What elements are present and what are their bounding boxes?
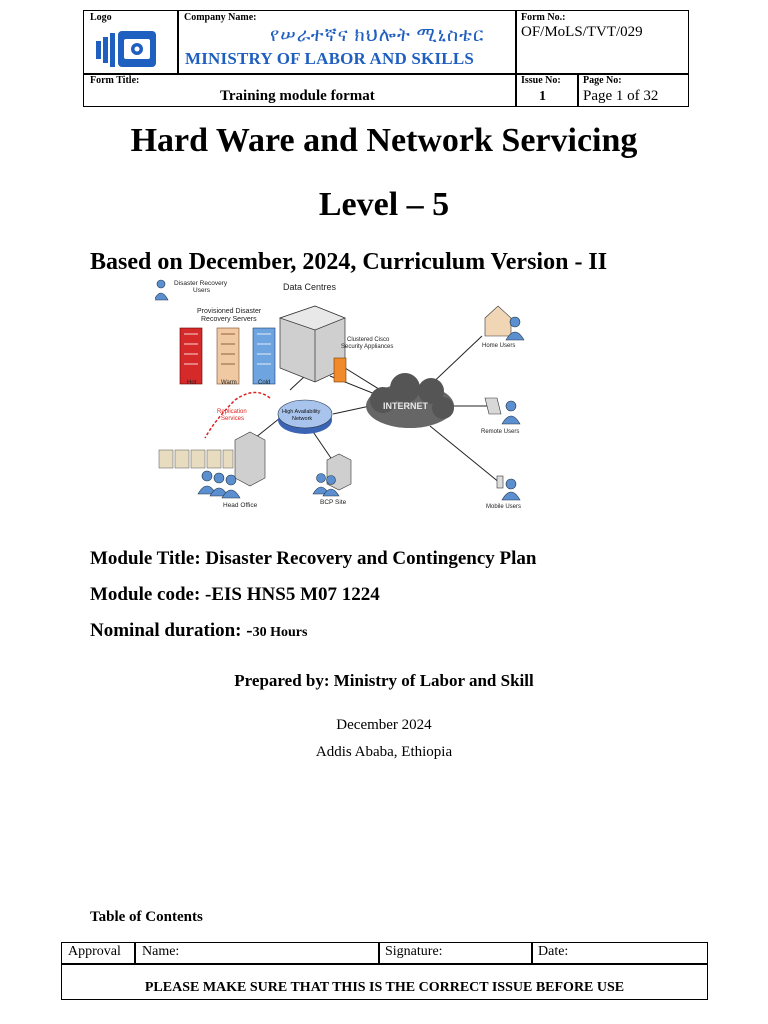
head-office-building-icon bbox=[159, 432, 265, 486]
security-appliance-icon bbox=[334, 358, 346, 382]
bcp-site-label: BCP Site bbox=[320, 499, 347, 506]
cisco-label: Clustered Cisco Security Appliances bbox=[341, 337, 394, 350]
hot-server-rack-icon bbox=[180, 328, 202, 384]
internet-label: INTERNET bbox=[383, 401, 428, 411]
nominal-duration-label: Nominal duration: - bbox=[90, 620, 253, 641]
provisioned-servers-label: Provisioned Disaster Recovery Servers bbox=[197, 308, 262, 323]
dr-users-label: Disaster Recovery Users bbox=[174, 280, 228, 294]
disaster-recovery-user-icon bbox=[155, 280, 168, 300]
warm-label: Warm bbox=[221, 380, 237, 386]
divider bbox=[531, 943, 533, 964]
date-field: Date: bbox=[538, 944, 569, 959]
module-title: Module Title: Disaster Recovery and Contingency Plan bbox=[90, 548, 537, 569]
publish-place: Addis Ababa, Ethiopia bbox=[315, 744, 453, 760]
head-office-label: Head Office bbox=[223, 502, 258, 509]
remote-users-icon bbox=[485, 398, 520, 424]
issue-no-label: Issue No: bbox=[521, 75, 561, 86]
table-of-contents-heading: Table of Contents bbox=[90, 909, 203, 925]
hot-label: Hot bbox=[187, 380, 197, 386]
data-centres-label: Data Centres bbox=[283, 282, 337, 292]
course-title: Hard Ware and Network Servicing bbox=[130, 122, 638, 159]
publish-date: December 2024 bbox=[336, 717, 432, 733]
mobile-users-label: Mobile Users bbox=[486, 504, 522, 510]
divider bbox=[134, 943, 136, 964]
issue-notice: PLEASE MAKE SURE THAT THIS IS THE CORRECT ISSUE BEFORE USE bbox=[144, 980, 625, 995]
module-code: Module code: -EIS HNS5 M07 1224 bbox=[90, 584, 380, 605]
logo-label: Logo bbox=[90, 12, 112, 23]
divider bbox=[62, 963, 707, 965]
bcp-site-building-icon bbox=[313, 454, 351, 496]
page-no-label: Page No: bbox=[583, 75, 622, 86]
divider bbox=[515, 11, 517, 106]
cold-label: Cold bbox=[258, 380, 271, 386]
disaster-recovery-diagram bbox=[155, 278, 535, 514]
approval-label: Approval bbox=[68, 944, 121, 959]
ha-network-label: High Availability Network bbox=[282, 409, 321, 422]
signature-field: Signature: bbox=[385, 944, 443, 959]
approval-footer-table bbox=[61, 942, 708, 1000]
cold-server-rack-icon bbox=[253, 328, 275, 384]
divider bbox=[177, 11, 179, 74]
divider bbox=[378, 943, 380, 964]
name-field: Name: bbox=[142, 944, 180, 959]
issue-no-value: 1 bbox=[539, 89, 546, 104]
form-no-label: Form No.: bbox=[521, 12, 566, 23]
document-header-table bbox=[83, 10, 689, 107]
warm-server-rack-icon bbox=[217, 328, 239, 384]
nominal-duration bbox=[90, 620, 307, 642]
remote-users-label: Remote Users bbox=[481, 429, 520, 435]
nominal-duration-value: 30 Hours bbox=[252, 625, 308, 640]
head-office-users-icon bbox=[198, 471, 240, 498]
prepared-by: Prepared by: Ministry of Labor and Skill bbox=[234, 671, 534, 690]
form-no-value: OF/MoLS/TVT/029 bbox=[521, 24, 643, 40]
mobile-users-icon bbox=[497, 476, 520, 500]
replication-label: Replication Services bbox=[217, 409, 247, 422]
company-name-label: Company Name: bbox=[184, 12, 257, 23]
company-name-english: MINISTRY OF LABOR AND SKILLS bbox=[185, 49, 475, 68]
form-title-value: Training module format bbox=[220, 88, 375, 104]
curriculum-version: Based on December, 2024, Curriculum Version - II bbox=[90, 249, 608, 275]
level-title: Level – 5 bbox=[318, 186, 450, 223]
ministry-logo bbox=[94, 27, 160, 76]
page-no-value: Page 1 of 32 bbox=[583, 88, 659, 104]
divider bbox=[577, 74, 579, 106]
home-users-icon bbox=[485, 306, 524, 340]
company-name-amharic: የሠራተኛና ክህሎት ሚኒስቴር bbox=[270, 25, 485, 46]
home-users-label: Home Users bbox=[482, 343, 516, 349]
form-title-label: Form Title: bbox=[90, 75, 140, 86]
